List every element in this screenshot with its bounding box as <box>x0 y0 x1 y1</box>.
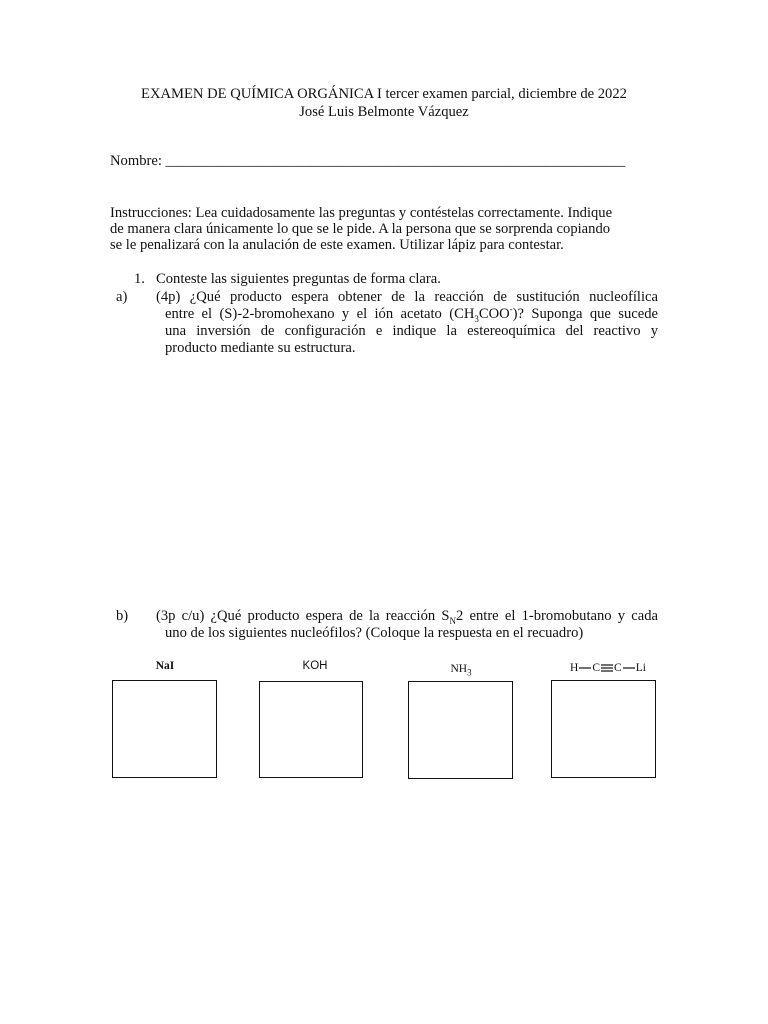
question-1-text: Conteste las siguientes preguntas de forma clara. <box>156 271 441 287</box>
part-a-line-4: producto mediante su estructura. <box>165 340 356 356</box>
part-b-line-1: (3p c/u) ¿Qué producto espera de la reacción $S_N2$ entre el 1-bromobutano y cada <box>156 608 658 626</box>
nucleophile-label-nh3: $NH_3$ <box>450 663 472 678</box>
nucleophile-label-koh: KOH <box>302 660 328 672</box>
answer-box-acetylide[interactable] <box>551 680 656 778</box>
nucleophile-label-acetylide: H C C Li <box>570 662 646 674</box>
name-blank-line: _______________________________________________________________ <box>165 153 626 169</box>
answer-box-koh[interactable] <box>259 681 363 778</box>
triple-bond-icon <box>600 664 614 672</box>
instructions-line-3: se le penalizará con la anulación de este examen. Utilizar lápiz para contestar. <box>110 237 564 253</box>
instructions-line-2: de manera clara únicamente lo que se le pide. A la persona que se sorprenda copiando <box>110 221 611 237</box>
part-a-letter: a) <box>116 289 128 305</box>
part-a-line-1: (4p) ¿Qué producto espera obtener de la reacción de sustitución nucleofílica <box>156 289 658 305</box>
exam-title: EXAMEN DE QUÍMICA ORGÁNICA I tercer examen parcial, diciembre de 2022 <box>141 86 627 102</box>
answer-box-nai[interactable] <box>112 680 217 778</box>
name-label: Nombre: <box>110 153 162 169</box>
question-1-number: 1. <box>134 271 145 287</box>
part-b-line-2: uno de los siguientes nucleófilos? (Coloque la respuesta en el recuadro) <box>165 625 584 641</box>
nucleophile-label-nai: NaI <box>155 660 175 672</box>
instructions-line-1: Instrucciones: Lea cuidadosamente las preguntas y contéstelas correctamente. Indique <box>110 205 613 221</box>
exam-author: José Luis Belmonte Vázquez <box>299 104 469 120</box>
part-b-letter: b) <box>116 608 129 624</box>
part-a-line-2: entre el (S)-2-bromohexano y el ión acetato $(CH_3COO^-)$? Suponga que sucede <box>165 304 658 324</box>
single-bond-icon <box>578 664 592 672</box>
part-a-line-3: una inversión de configuración e indique la estereoquímica del reactivo y <box>165 323 658 339</box>
name-field <box>110 153 625 170</box>
answer-box-nh3[interactable] <box>408 681 513 779</box>
single-bond-icon <box>622 664 636 672</box>
